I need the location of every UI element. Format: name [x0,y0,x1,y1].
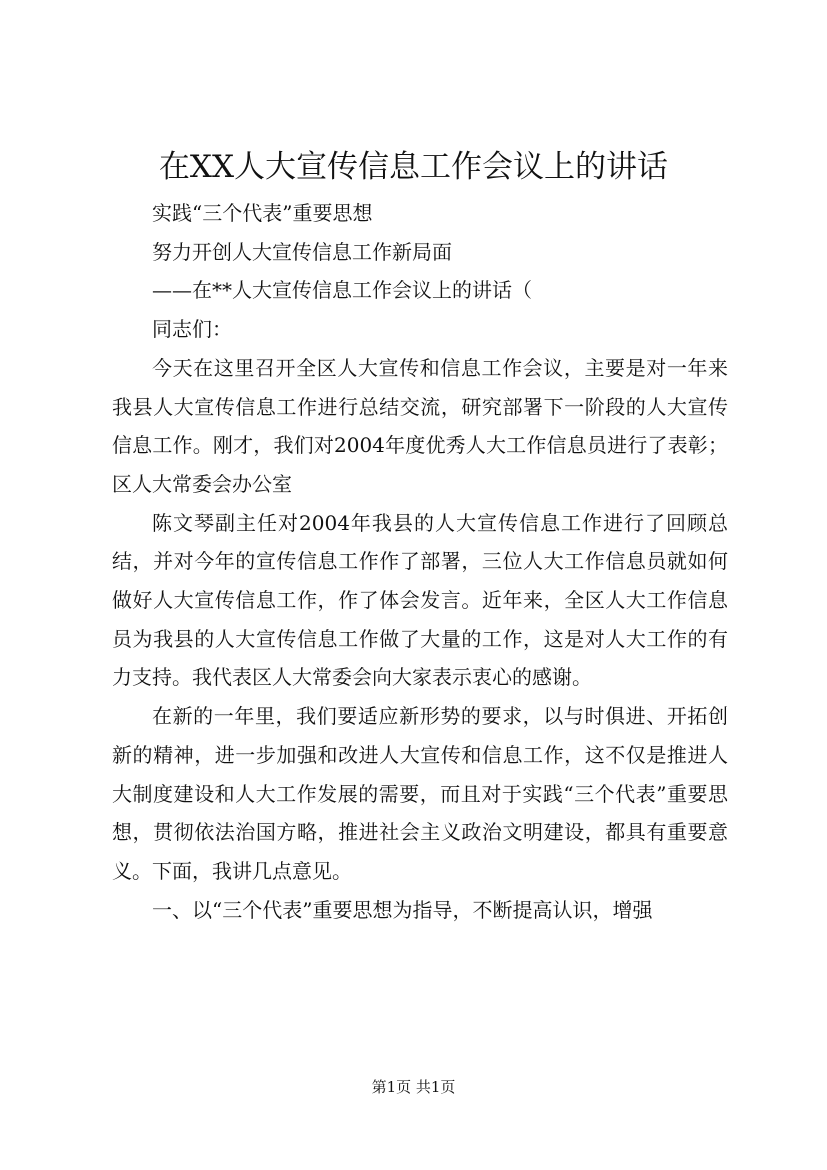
body-paragraph: 在新的一年里，我们要适应新形势的要求，以与时俱进、开拓创新的精神，进一步加强和改进人大宣传和信息工作，这不仅是推进人大制度建设和人大工作发展的需要，而且对于实践“三个代表”重要思想，贯彻依法治国方略，推进社会主义政治文明建设，都具有重要意义。下面，我讲几点意见。 [112,704,728,883]
page-number: 第1页 共1页 [371,1078,456,1096]
section-heading: 一、以“三个代表”重要思想为指导，不断提高认识，增强 [152,897,653,922]
document-body [112,194,728,929]
document-title: 在XX人大宣传信息工作会议上的讲话 [158,149,669,185]
salutation: 同志们： [152,317,232,342]
body-paragraph: 陈文琴副主任对2004年我县的人大宣传信息工作进行了回顾总结，并对今年的宣传信息工作作了部署，三位人大工作信息员就如何做好人大宣传信息工作，作了体会发言。近年来，全区人大工作信息员为我县的人大宣传信息工作做了大量的工作，这是对人大工作的有力支持。我代表区人大常委会向大家表示衷心的感谢。 [112,510,728,690]
subtitle-line-2: 努力开创人大宣传信息工作新局面 [152,239,452,264]
subtitle-line-3: ——在**人大宣传信息工作会议上的讲话（ [152,278,532,303]
body-paragraph: 今天在这里召开全区人大宣传和信息工作会议，主要是对一年来我县人大宣传信息工作进行总结交流，研究部署下一阶段的人大宣传信息工作。刚才，我们对2004年度优秀人大工作信息员进行了表彰；区人大常委会办公室 [112,355,728,496]
subtitle-line-1: 实践“三个代表”重要思想 [152,201,373,225]
